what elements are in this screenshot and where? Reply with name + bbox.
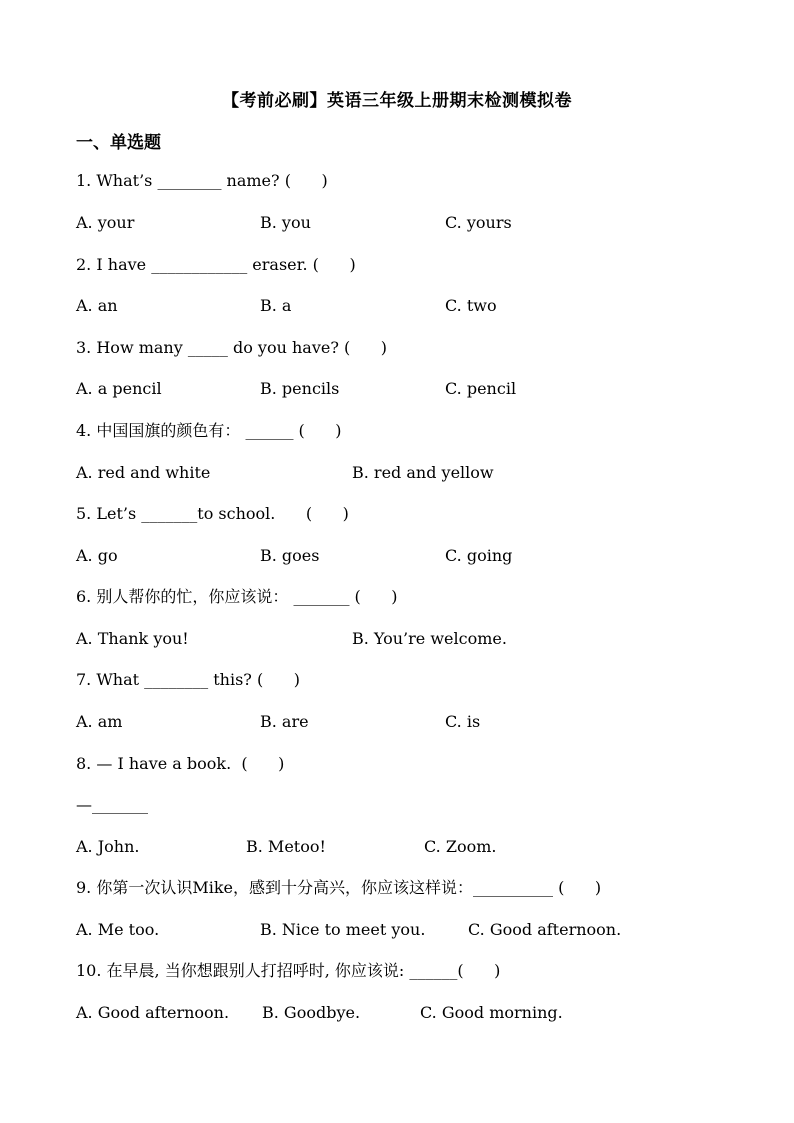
question-10-option-b: B. Goodbye.	[262, 1003, 361, 1022]
question-1-stem: 1. What’s ________ name? ( )	[76, 171, 328, 190]
page-title: 【考前必刷】英语三年级上册期末检测模拟卷	[222, 91, 572, 111]
question-9-option-b: B. Nice to meet you.	[260, 920, 426, 939]
question-8-option-c: C. Zoom.	[424, 837, 497, 856]
question-10-stem: 10. 在早晨, 当你想跟别人打招呼时, 你应该说: ______( )	[76, 961, 501, 980]
question-9-option-c: C. Good afternoon.	[468, 920, 622, 939]
question-3-option-b: B. pencils	[260, 379, 340, 398]
question-10-option-a: A. Good afternoon.	[76, 1003, 230, 1022]
question-8-stem: 8. — I have a book. ( )	[76, 754, 285, 773]
question-9-stem: 9. 你第一次认识Mike，感到十分高兴，你应该这样说：__________ ( )	[76, 878, 602, 897]
question-8-option-b: B. Metoo!	[246, 837, 326, 856]
question-7-option-a: A. am	[76, 712, 123, 731]
question-3-option-c: C. pencil	[445, 379, 517, 398]
question-4-option-a: A. red and white	[76, 463, 211, 482]
question-7-stem: 7. What ________ this? ( )	[76, 670, 300, 689]
question-5-stem: 5. Let’s _______to school. ( )	[76, 504, 349, 523]
question-5-option-a: A. go	[76, 546, 118, 565]
question-1-option-b: B. you	[260, 213, 311, 232]
question-8-option-a: A. John.	[76, 837, 140, 856]
question-7-option-c: C. is	[445, 712, 481, 731]
question-7-option-b: B. are	[260, 712, 309, 731]
section-heading: 一、单选题	[76, 133, 161, 153]
question-6-option-a: A. Thank you!	[76, 629, 189, 648]
question-3-stem: 3. How many _____ do you have? ( )	[76, 338, 387, 357]
question-4-stem: 4. 中国国旗的颜色有： ______ ( )	[76, 421, 342, 440]
question-2-option-a: A. an	[76, 296, 118, 315]
question-4-option-b: B. red and yellow	[352, 463, 494, 482]
question-9-option-a: A. Me too.	[76, 920, 160, 939]
question-1-option-c: C. yours	[445, 213, 512, 232]
question-2-stem: 2. I have ____________ eraser. ( )	[76, 255, 356, 274]
question-6-stem: 6. 别人帮你的忙，你应该说： _______ ( )	[76, 587, 398, 606]
question-2-option-c: C. two	[445, 296, 497, 315]
question-6-option-b: B. You’re welcome.	[352, 629, 507, 648]
question-3-option-a: A. a pencil	[76, 379, 162, 398]
question-2-option-b: B. a	[260, 296, 292, 315]
question-5-option-b: B. goes	[260, 546, 320, 565]
question-5-option-c: C. going	[445, 546, 513, 565]
question-1-option-a: A. your	[76, 213, 135, 232]
question-10-option-c: C. Good morning.	[420, 1003, 563, 1022]
question-8-reply: —_______	[76, 795, 148, 814]
